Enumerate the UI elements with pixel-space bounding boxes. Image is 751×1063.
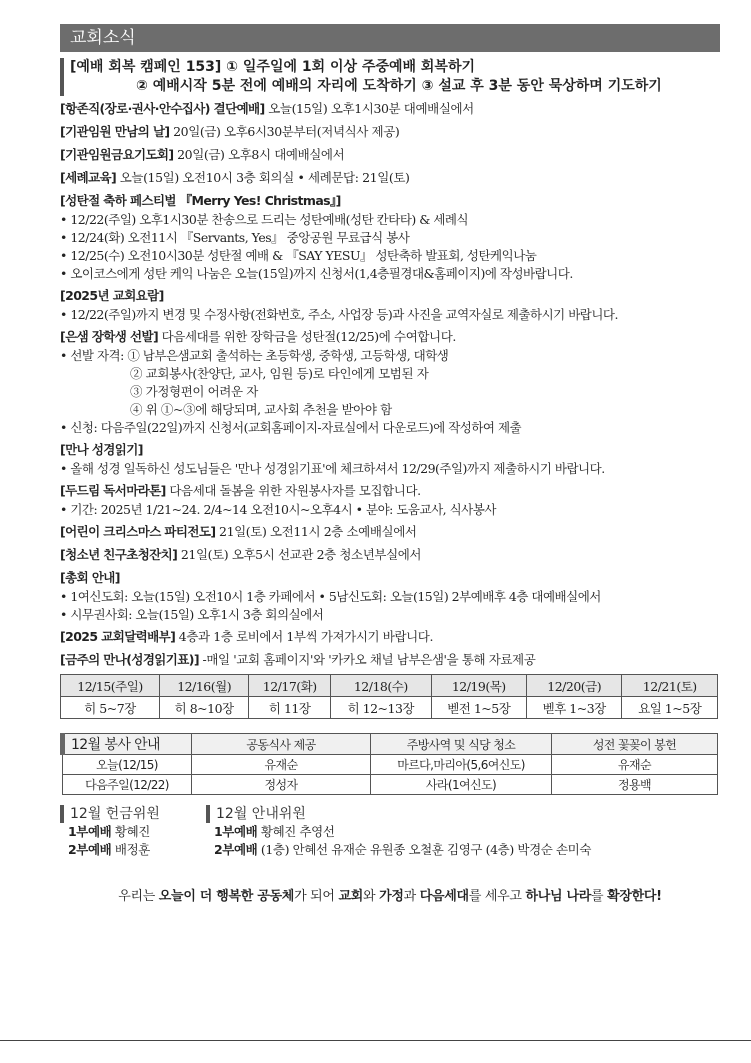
notice-heading: [성탄절 축하 페스티벌 『Merry Yes! Christmas』] xyxy=(60,193,341,208)
table-cell: 정용백 xyxy=(552,775,718,795)
notice-heading: [만나 성경읽기] xyxy=(60,442,143,457)
scholarship-apply: • 신청: 다음주일(22일)까지 신청서(교회홈페이지-자료실에서 다운로드)에 작성하여 제출 xyxy=(60,419,720,437)
table-cell: 히 12~13장 xyxy=(331,697,431,719)
notice-heading: [2025 교회달력배부] xyxy=(60,629,176,644)
table-cell: 유재순 xyxy=(552,755,718,775)
notice-heading: [청소년 친구초청잔치] xyxy=(60,547,178,562)
table-row xyxy=(61,697,718,719)
motto-text: 와 xyxy=(363,889,380,904)
table-row xyxy=(63,755,718,775)
motto-emphasis: 가정 xyxy=(379,889,404,904)
list-item: • 12/22(주일) 오후1시30분 찬송으로 드리는 성탄예배(성탄 칸타타) & 세례식 xyxy=(60,211,720,229)
table-cell: 유재순 xyxy=(192,755,371,775)
committee-section xyxy=(60,805,720,879)
table-cell: 12/19(목) xyxy=(431,675,526,697)
notice-calendar xyxy=(60,628,720,647)
notice-heading: [기관임원 만남의 날] xyxy=(60,124,170,139)
table-header: 주방사역 및 식당 청소 xyxy=(371,734,552,755)
names: 배정훈 xyxy=(111,842,150,857)
list-item: • 올해 성경 일독하신 성도님들은 '만나 성경읽기표'에 체크하셔서 12/29(주일)까지 제출하시기 바랍니다. xyxy=(60,460,720,478)
list-item: • 1여신도회: 오늘(15일) 오전10시 1층 카페에서 • 5남신도회: 오늘(15일) 2부예배후 4층 대예배실에서 xyxy=(60,588,720,606)
notice-heading: [은샘 장학생 선발] xyxy=(60,329,159,344)
scholarship-sub-item: ④ 위 ①~③에 해당되며, 교사회 추천을 받아야 함 xyxy=(130,402,392,417)
usher-row-2 xyxy=(206,841,591,859)
notice-officers-meeting xyxy=(60,123,720,142)
reading-schedule-table xyxy=(60,674,718,719)
notice-body: 20일(금) 오후6시30분부터(저녁식사 제공) xyxy=(169,124,400,139)
table-header: 공동식사 제공 xyxy=(192,734,371,755)
scholarship-sub-item: ② 교회봉사(찬양단, 교사, 임원 등)로 타인에게 모범된 자 xyxy=(130,366,429,381)
list-item: • 시무권사회: 오늘(15일) 오후1시 3층 회의실에서 xyxy=(60,606,720,624)
usher-title: 12월 안내위원 xyxy=(206,805,591,823)
notice-body: 다음세대를 위한 장학금을 성탄절(12/25)에 수여합니다. xyxy=(158,329,456,344)
notice-heading: [어린이 크리스마스 파티전도] xyxy=(60,524,216,539)
volunteer-table xyxy=(60,733,718,795)
notice-baptism xyxy=(60,169,720,188)
list-item: • 12/22(주일)까지 변경 및 수정사항(전화번호, 주소, 사업장 등)과 사진을 교역자실로 제출하시기 바랍니다. xyxy=(60,306,720,324)
motto-text: 가 되어 xyxy=(294,889,339,904)
campaign-line-2: ② 예배시작 5분 전에 예배의 자리에 도착하기 ③ 설교 후 3분 동안 묵상하며 기도하기 xyxy=(136,78,662,94)
table-header: 성전 꽃꽂이 봉헌 xyxy=(552,734,718,755)
service-label: 2부예배 xyxy=(214,842,258,857)
names: 황혜진 추영선 xyxy=(257,824,335,839)
notice-body: 오늘(15일) 오후1시30분 대예배실에서 xyxy=(264,101,474,116)
table-cell: 12/18(수) xyxy=(331,675,431,697)
christmas-list xyxy=(60,211,720,283)
notice-general-assembly xyxy=(60,569,720,588)
motto-text: 우리는 xyxy=(118,889,159,904)
table-cell: 벧전 1~5장 xyxy=(431,697,526,719)
table-cell: 12/16(월) xyxy=(159,675,248,697)
table-cell: 12/15(주일) xyxy=(61,675,160,697)
offering-row-1 xyxy=(60,823,160,841)
notice-reading xyxy=(60,651,720,670)
notice-elder-service xyxy=(60,100,720,119)
notice-heading: [금주의 만나(성경읽기표)] xyxy=(60,652,199,667)
notice-officers-prayer xyxy=(60,146,720,165)
offering-title: 12월 헌금위원 xyxy=(60,805,160,823)
notice-christmas xyxy=(60,192,720,211)
section-title: 교회소식 xyxy=(60,24,720,52)
volunteer-title: 12월 봉사 안내 xyxy=(63,734,192,755)
service-label: 1부예배 xyxy=(214,824,258,839)
table-row xyxy=(63,775,718,795)
notice-heading: [총회 안내] xyxy=(60,570,120,585)
motto-emphasis: 확장한다! xyxy=(607,889,662,904)
notice-body: 21일(토) 오후5시 선교관 2층 청소년부실에서 xyxy=(177,547,422,562)
motto-emphasis: 하나님 나라 xyxy=(525,889,592,904)
notice-scholarship xyxy=(60,328,720,347)
motto-text: 를 세우고 xyxy=(468,889,526,904)
list-item: • 12/24(화) 오전11시 『Servants, Yes』 중앙공원 무료급식 봉사 xyxy=(60,229,720,247)
table-cell: 다음주일(12/22) xyxy=(63,775,192,795)
notice-body: -매일 '교회 홈페이지'와 '카카오 채널 남부은샘'을 통해 자료제공 xyxy=(198,652,536,667)
notice-body: 오늘(15일) 오전10시 3층 회의실 • 세례문답: 21일(토) xyxy=(116,170,410,185)
service-label: 1부예배 xyxy=(68,824,112,839)
notice-heading: [기관임원금요기도회] xyxy=(60,147,174,162)
marathon-detail: • 기간: 2025년 1/21~24. 2/4~14 오전10시~오후4시 • 분야: 도움교사, 식사봉사 xyxy=(60,501,720,519)
scholarship-sub-item: ③ 가정형편이 어려운 자 xyxy=(130,384,258,399)
table-cell: 마르다,마리아(5,6여신도) xyxy=(371,755,552,775)
notice-heading: [2025년 교회요람] xyxy=(60,288,164,303)
service-label: 2부예배 xyxy=(68,842,112,857)
notice-heading: [두드림 독서마라톤] xyxy=(60,483,166,498)
table-cell: 12/20(금) xyxy=(526,675,621,697)
usher-committee xyxy=(206,805,591,859)
notice-body: 다음세대 돌봄을 위한 자원봉사자를 모집합니다. xyxy=(165,483,421,498)
notice-manna xyxy=(60,441,720,460)
table-cell: 정성자 xyxy=(192,775,371,795)
offering-committee xyxy=(60,805,160,859)
notice-body: 4층과 1층 로비에서 1부씩 가져가시기 바랍니다. xyxy=(175,629,434,644)
table-cell: 12/21(토) xyxy=(622,675,718,697)
notice-directory xyxy=(60,287,720,306)
table-cell: 오늘(12/15) xyxy=(63,755,192,775)
table-cell: 히 11장 xyxy=(249,697,331,719)
church-news-page xyxy=(60,24,720,904)
motto-emphasis: 교회 xyxy=(338,889,364,904)
table-cell: 요일 1~5장 xyxy=(622,697,718,719)
offering-row-2 xyxy=(60,841,160,859)
notice-body: 21일(토) 오전11시 2층 소예배실에서 xyxy=(215,524,417,539)
table-cell: 히 5~7장 xyxy=(61,697,160,719)
motto-emphasis: 다음세대 xyxy=(419,889,469,904)
notice-marathon xyxy=(60,482,720,501)
table-cell: 벧후 1~3장 xyxy=(526,697,621,719)
notice-heading: [세례교육] xyxy=(60,170,117,185)
campaign-line-1: [예배 회복 캠페인 153] ① 일주일에 1회 이상 주중예배 회복하기 xyxy=(70,59,476,75)
notice-heading: [항존직(장로·권사·안수집사) 결단예배] xyxy=(60,101,265,116)
list-item: • 12/25(수) 오전10시30분 성탄절 예배 & 『SAY YESU』 성탄축하 발표회, 성탄케익나눔 xyxy=(60,247,720,265)
table-cell: 12/17(화) xyxy=(249,675,331,697)
scholarship-qualification: • 선발 자격: ① 남부은샘교회 출석하는 초등학생, 중학생, 고등학생, 대학생 xyxy=(60,347,720,365)
motto-text: 과 xyxy=(403,889,420,904)
list-item: • 오이코스에게 성탄 케익 나눔은 오늘(15일)까지 신청서(1,4층필경대&홈페이지)에 작성바랍니다. xyxy=(60,265,720,283)
motto-emphasis: 오늘이 더 행복한 공동체 xyxy=(158,889,295,904)
bottom-divider xyxy=(0,1040,751,1041)
motto-text: 를 xyxy=(591,889,608,904)
notice-youth xyxy=(60,546,720,565)
names: 황혜진 xyxy=(111,824,150,839)
table-cell: 사라(1여신도) xyxy=(371,775,552,795)
campaign-block xyxy=(60,58,720,96)
names: (1층) 안혜선 유재순 유원종 오철훈 김영구 (4층) 박경순 손미숙 xyxy=(257,842,592,857)
table-cell: 히 8~10장 xyxy=(159,697,248,719)
table-row xyxy=(63,734,718,755)
table-row xyxy=(61,675,718,697)
notice-kids-christmas xyxy=(60,523,720,542)
usher-row-1 xyxy=(206,823,591,841)
church-motto xyxy=(60,885,720,904)
notice-body: 20일(금) 오후8시 대예배실에서 xyxy=(173,147,345,162)
